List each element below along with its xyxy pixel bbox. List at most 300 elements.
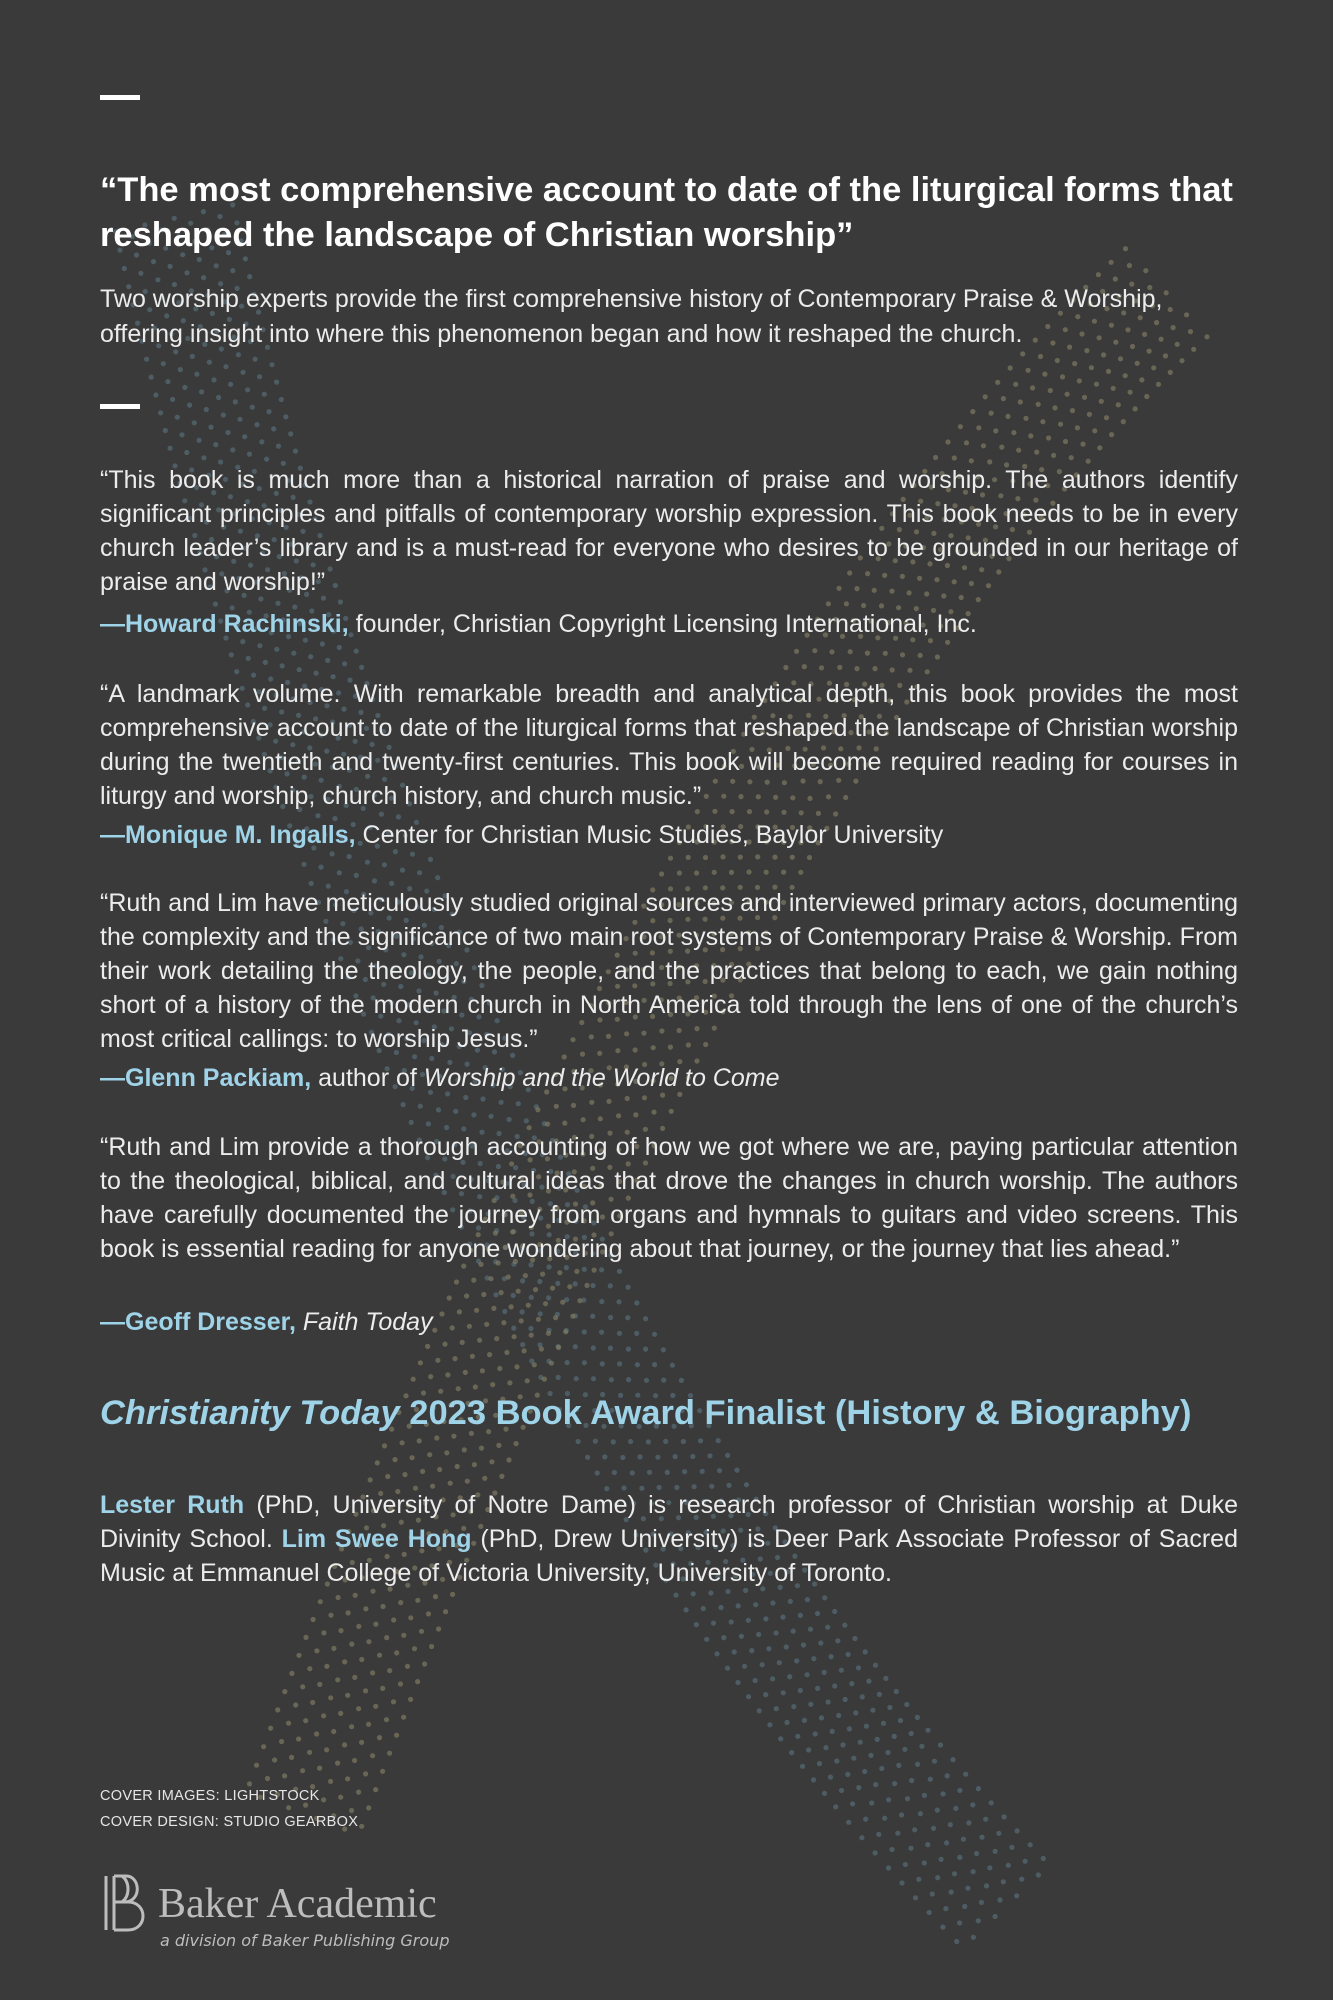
background-dot (412, 1646, 417, 1651)
background-dot (856, 1785, 861, 1790)
top-rule (100, 95, 140, 100)
background-dot (288, 431, 293, 436)
background-dot (279, 397, 284, 402)
background-dot (1077, 378, 1082, 383)
background-dot (464, 1293, 469, 1298)
background-dot (308, 654, 313, 659)
background-dot (981, 443, 986, 448)
background-dot (496, 1443, 501, 1448)
background-dot (286, 1721, 291, 1726)
background-dot (1055, 358, 1060, 363)
background-dot (149, 375, 154, 380)
background-dot (882, 1816, 887, 1821)
background-dot (935, 654, 940, 659)
background-dot (197, 438, 202, 443)
background-dot (223, 364, 228, 369)
background-dot (1034, 450, 1039, 455)
background-dot (347, 854, 352, 859)
background-dot (802, 664, 807, 669)
background-dot (533, 1287, 538, 1292)
background-dot (966, 1820, 971, 1825)
background-dot (307, 1666, 312, 1671)
background-dot (916, 1877, 921, 1882)
background-dot (342, 1659, 347, 1664)
background-dot (1009, 1845, 1014, 1850)
background-dot (394, 1650, 399, 1655)
background-dot (259, 439, 264, 444)
background-dot (595, 1470, 600, 1475)
background-dot (912, 1827, 917, 1832)
background-dot (321, 1630, 326, 1635)
background-dot (472, 1462, 477, 1467)
background-dot (296, 1736, 301, 1741)
background-dot (554, 1104, 559, 1109)
background-dot (774, 1630, 779, 1635)
background-dot (254, 422, 259, 427)
background-dot (712, 870, 717, 875)
background-dot (565, 1360, 570, 1365)
background-dot (868, 1753, 873, 1758)
background-dot (377, 1653, 382, 1658)
background-dot (289, 1755, 294, 1760)
background-dot (813, 1731, 818, 1736)
background-dot (1046, 435, 1051, 440)
background-dot (427, 1452, 432, 1457)
background-dot (373, 1704, 378, 1709)
background-dot (630, 1470, 635, 1475)
background-dot (834, 1758, 839, 1763)
background-dot (321, 1713, 326, 1718)
background-dot (971, 1869, 976, 1874)
background-dot (590, 1283, 595, 1288)
background-dot (881, 1721, 886, 1726)
background-dot (1051, 453, 1056, 458)
background-dot (784, 1720, 789, 1725)
background-dot (353, 1593, 358, 1598)
background-dot (1118, 356, 1123, 361)
background-dot (801, 1642, 806, 1647)
attribution-dash: — (100, 610, 125, 638)
background-dot (922, 1860, 927, 1865)
background-dot (739, 1634, 744, 1639)
background-dot (965, 1886, 970, 1891)
background-dot (504, 1350, 509, 1355)
background-dot (918, 653, 923, 658)
background-dot (707, 1453, 712, 1458)
award-text: 2023 Book Award Finalist (History & Biography) (399, 1394, 1192, 1432)
background-dot (848, 649, 853, 654)
background-dot (122, 266, 127, 271)
background-dot (490, 1382, 495, 1387)
background-dot (387, 1751, 392, 1756)
background-dot (1005, 414, 1010, 419)
background-dot (958, 424, 963, 429)
background-dot (354, 873, 359, 878)
endorsement-attribution-3 (100, 1061, 1238, 1095)
background-dot (535, 1107, 540, 1112)
background-dot (815, 1611, 820, 1616)
background-dot (153, 392, 158, 397)
endorser-name: Geoff Dresser, (125, 1308, 296, 1336)
background-dot (808, 1702, 813, 1707)
author-bio-1: (PhD, University of Notre Dame) is research professor of Christian worship at Duke Divinity School. (100, 1491, 1239, 1553)
background-dot (892, 1781, 897, 1786)
background-dot (471, 1278, 476, 1283)
background-dot (426, 1611, 431, 1616)
background-dot (401, 1715, 406, 1720)
background-dot (415, 1598, 420, 1603)
background-dot (1008, 365, 1013, 370)
background-dot (144, 357, 149, 362)
background-dot (908, 1846, 913, 1851)
background-dot (763, 1616, 768, 1621)
background-dot (418, 1360, 423, 1365)
background-dot (325, 658, 330, 663)
background-dot (1023, 1859, 1028, 1864)
background-dot (257, 643, 262, 648)
background-dot (1121, 419, 1126, 424)
background-dot (1156, 382, 1161, 387)
background-dot (940, 1925, 945, 1930)
background-dot (233, 399, 238, 404)
background-dot (873, 1850, 878, 1855)
background-dot (686, 855, 691, 860)
background-dot (520, 1342, 525, 1347)
background-dot (826, 1699, 831, 1704)
background-dot (317, 1766, 322, 1771)
background-dot (915, 1762, 920, 1767)
background-dot (1072, 361, 1077, 366)
background-dot (875, 1737, 880, 1742)
background-dot (983, 394, 988, 399)
background-dot (826, 601, 831, 606)
background-dot (151, 259, 156, 264)
background-dot (952, 455, 957, 460)
background-dot (363, 1688, 368, 1693)
background-dot (338, 1795, 343, 1800)
background-dot (1163, 353, 1168, 358)
background-dot (729, 1619, 734, 1624)
background-dot (204, 407, 209, 412)
background-dot (400, 1440, 405, 1445)
attribution-dash: — (100, 821, 125, 849)
background-dot (401, 1102, 406, 1107)
background-dot (957, 1920, 962, 1925)
background-dot (935, 1875, 940, 1880)
background-dot (1020, 351, 1025, 356)
background-dot (999, 445, 1004, 450)
background-dot (812, 648, 817, 653)
background-dot (789, 1750, 794, 1755)
background-dot (1018, 399, 1023, 404)
background-dot (1151, 365, 1156, 370)
background-dot (783, 665, 788, 670)
background-dot (684, 1607, 689, 1612)
background-dot (165, 379, 170, 384)
background-dot (331, 1646, 336, 1651)
background-dot (262, 392, 267, 397)
background-dot (161, 361, 166, 366)
background-dot (794, 1658, 799, 1663)
background-dot (337, 645, 342, 650)
background-dot (279, 1739, 284, 1744)
background-dot (1101, 352, 1106, 357)
background-dot (738, 855, 743, 860)
background-dot (979, 1835, 984, 1840)
background-dot (829, 1654, 834, 1659)
endorsement-quote-3: “Ruth and Lim have meticulously studied original sources and interviewed primary actors, documenting the complexity and the significance of two main root systems of Contemporary Praise & Worship. From their work detailing the theology, the people, and the practices that belong to each, we gain nothing short of a history of the modern church in North America told through the lens of one of the church’s most critical callings: to worship Jesus.” (100, 889, 1238, 1053)
background-dot (749, 1648, 754, 1653)
background-dot (482, 1476, 487, 1481)
background-dot (356, 1624, 361, 1629)
background-dot (230, 447, 235, 452)
background-dot (408, 1615, 413, 1620)
endorsement-quote-4: “Ruth and Lim provide a thorough accounting of how we got where we are, paying particular attention to the theological, biblical, and cultural ideas that drove the changes in church worship. The authors have carefully documented the journey from organs and hymnals to guitars and video screens. This book is essential reading for anyone wondering about that journey, or the journey that lies ahead.” (100, 1133, 1238, 1263)
background-dot (953, 1806, 958, 1811)
background-dot (1036, 402, 1041, 407)
background-dot (976, 425, 981, 430)
background-dot (742, 1664, 747, 1669)
background-dot (331, 1729, 336, 1734)
background-dot (1019, 1877, 1024, 1882)
background-dot (849, 1681, 854, 1686)
background-dot (918, 1811, 923, 1816)
background-dot (907, 668, 912, 673)
background-dot (314, 1648, 319, 1653)
background-dot (346, 1610, 351, 1615)
background-dot (1113, 276, 1118, 281)
background-dot (995, 380, 1000, 385)
background-dot (877, 1692, 882, 1697)
background-dot (453, 1109, 458, 1114)
background-dot (913, 1895, 918, 1900)
background-dot (1128, 390, 1133, 395)
background-dot (1111, 386, 1116, 391)
background-dot (247, 452, 252, 457)
background-dot (487, 1352, 492, 1357)
background-dot (375, 1460, 380, 1465)
background-dot (854, 666, 859, 671)
background-dot (213, 442, 218, 447)
background-dot (606, 1099, 611, 1104)
background-dot (989, 1800, 994, 1805)
background-dot (229, 652, 234, 657)
background-dot (633, 1112, 638, 1117)
background-dot (296, 1653, 301, 1658)
background-dot (691, 1591, 696, 1596)
background-dot (368, 1477, 373, 1482)
background-dot (832, 1609, 837, 1614)
background-dot (382, 862, 387, 867)
background-dot (300, 1684, 305, 1689)
background-dot (1087, 412, 1092, 417)
background-dot (735, 1680, 740, 1685)
background-dot (274, 647, 279, 652)
background-dot (823, 1745, 828, 1750)
background-dot (542, 1377, 547, 1382)
background-dot (240, 370, 245, 375)
background-dot (668, 856, 673, 861)
publisher-name: Baker Academic (158, 1881, 437, 1927)
background-dot (1123, 373, 1128, 378)
author-bio (100, 1488, 1238, 1590)
background-dot (620, 1455, 625, 1460)
background-dot (794, 649, 799, 654)
background-dot (514, 1441, 519, 1446)
background-dot (652, 1362, 657, 1367)
background-dot (363, 1606, 368, 1611)
background-dot (335, 1677, 340, 1682)
endorser-role: Center for Christian Music Studies, Baylor University (355, 821, 944, 849)
background-dot (819, 1715, 824, 1720)
background-dot (425, 1344, 430, 1349)
background-dot (473, 1384, 478, 1389)
background-dot (822, 1595, 827, 1600)
background-dot (663, 1439, 668, 1444)
background-dot (1106, 369, 1111, 374)
background-dot (844, 601, 849, 606)
background-dot (307, 1750, 312, 1755)
background-dot (1048, 388, 1053, 393)
background-dot (644, 1378, 649, 1383)
background-dot (182, 385, 187, 390)
background-dot (455, 1464, 460, 1469)
background-dot (647, 1470, 652, 1475)
background-dot (1030, 385, 1035, 390)
background-dot (974, 1851, 979, 1856)
background-dot (1139, 377, 1144, 382)
background-dot (516, 1289, 521, 1294)
background-dot (576, 1439, 581, 1444)
background-dot (846, 1820, 851, 1825)
background-dot (930, 1891, 935, 1896)
background-dot (537, 1279, 542, 1284)
intro-paragraph: Two worship experts provide the first comprehensive history of Contemporary Praise & Worship, offering insight into where this phenomenon began and how it reshaped the church. (100, 285, 1163, 348)
background-dot (370, 1753, 375, 1758)
background-dot (822, 1791, 827, 1796)
background-dot (158, 410, 163, 415)
background-dot (402, 1472, 407, 1477)
background-dot (825, 1625, 830, 1630)
background-dot (873, 1782, 878, 1787)
background-dot (791, 1704, 796, 1709)
background-dot (444, 1450, 449, 1455)
background-dot (272, 1757, 277, 1762)
background-dot (310, 1700, 315, 1705)
background-dot (352, 1758, 357, 1763)
background-dot (1099, 399, 1104, 404)
background-dot (228, 382, 233, 387)
background-dot (694, 870, 699, 875)
background-dot (506, 1457, 511, 1462)
background-dot (717, 1468, 722, 1473)
background-dot (213, 602, 218, 607)
background-dot (837, 665, 842, 670)
background-dot (784, 1644, 789, 1649)
background-dot (577, 1298, 582, 1303)
background-dot (970, 409, 975, 414)
background-dot (1116, 402, 1121, 407)
endorser-name: Glenn Packiam, (125, 1064, 312, 1092)
background-dot (611, 1439, 616, 1444)
background-dot (944, 1840, 949, 1845)
background-dot (1028, 1842, 1033, 1847)
background-dot (460, 1340, 465, 1345)
background-dot (704, 1637, 709, 1642)
background-dot (263, 660, 268, 665)
background-dot (401, 1633, 406, 1638)
background-dot (253, 357, 258, 362)
background-dot (673, 1593, 678, 1598)
background-dot (732, 1649, 737, 1654)
background-dot (927, 1910, 932, 1915)
background-dot (976, 1918, 981, 1923)
background-dot (507, 1117, 512, 1122)
background-dot (447, 1295, 452, 1300)
background-dot (342, 1742, 347, 1747)
background-dot (859, 1835, 864, 1840)
background-dot (952, 1871, 957, 1876)
background-dot (257, 374, 262, 379)
endorser-name: Howard Rachinski, (125, 610, 349, 638)
background-dot (184, 270, 189, 275)
background-dot (311, 1617, 316, 1622)
background-dot (328, 1695, 333, 1700)
background-dot (933, 455, 938, 460)
background-dot (608, 1283, 613, 1288)
background-dot (391, 1699, 396, 1704)
background-dot (168, 446, 173, 451)
background-dot (282, 1773, 287, 1778)
background-dot (791, 1629, 796, 1634)
background-dot (886, 1797, 891, 1802)
background-dot (321, 1797, 326, 1802)
background-dot (380, 1686, 385, 1691)
background-dot (805, 1597, 810, 1602)
background-dot (246, 656, 251, 661)
background-dot (411, 1377, 416, 1382)
background-dot (328, 1613, 333, 1618)
background-dot (1096, 272, 1101, 277)
background-dot (345, 1693, 350, 1698)
background-dot (352, 1675, 357, 1680)
background-dot (328, 1779, 333, 1784)
background-dot (405, 1664, 410, 1669)
background-dot (426, 1121, 431, 1126)
background-dot (787, 1674, 792, 1679)
background-dot (1109, 432, 1114, 437)
background-dot (410, 1455, 415, 1460)
background-dot (271, 426, 276, 431)
background-dot (300, 1768, 305, 1773)
background-dot (885, 1750, 890, 1755)
endorsement-attribution-1 (100, 607, 1238, 641)
background-dot (1135, 361, 1140, 366)
background-dot (883, 651, 888, 656)
background-dot (506, 1274, 511, 1279)
background-dot (372, 878, 377, 883)
background-dot (293, 1702, 298, 1707)
baker-b-logo-icon (100, 1872, 152, 1934)
endorser-role (296, 1308, 303, 1336)
background-dot (511, 1293, 516, 1298)
background-dot (780, 1615, 785, 1620)
background-dot (760, 1662, 765, 1667)
background-dot (643, 1347, 648, 1352)
background-dot (646, 1439, 651, 1444)
background-dot (168, 264, 173, 269)
background-dot (612, 1470, 617, 1475)
